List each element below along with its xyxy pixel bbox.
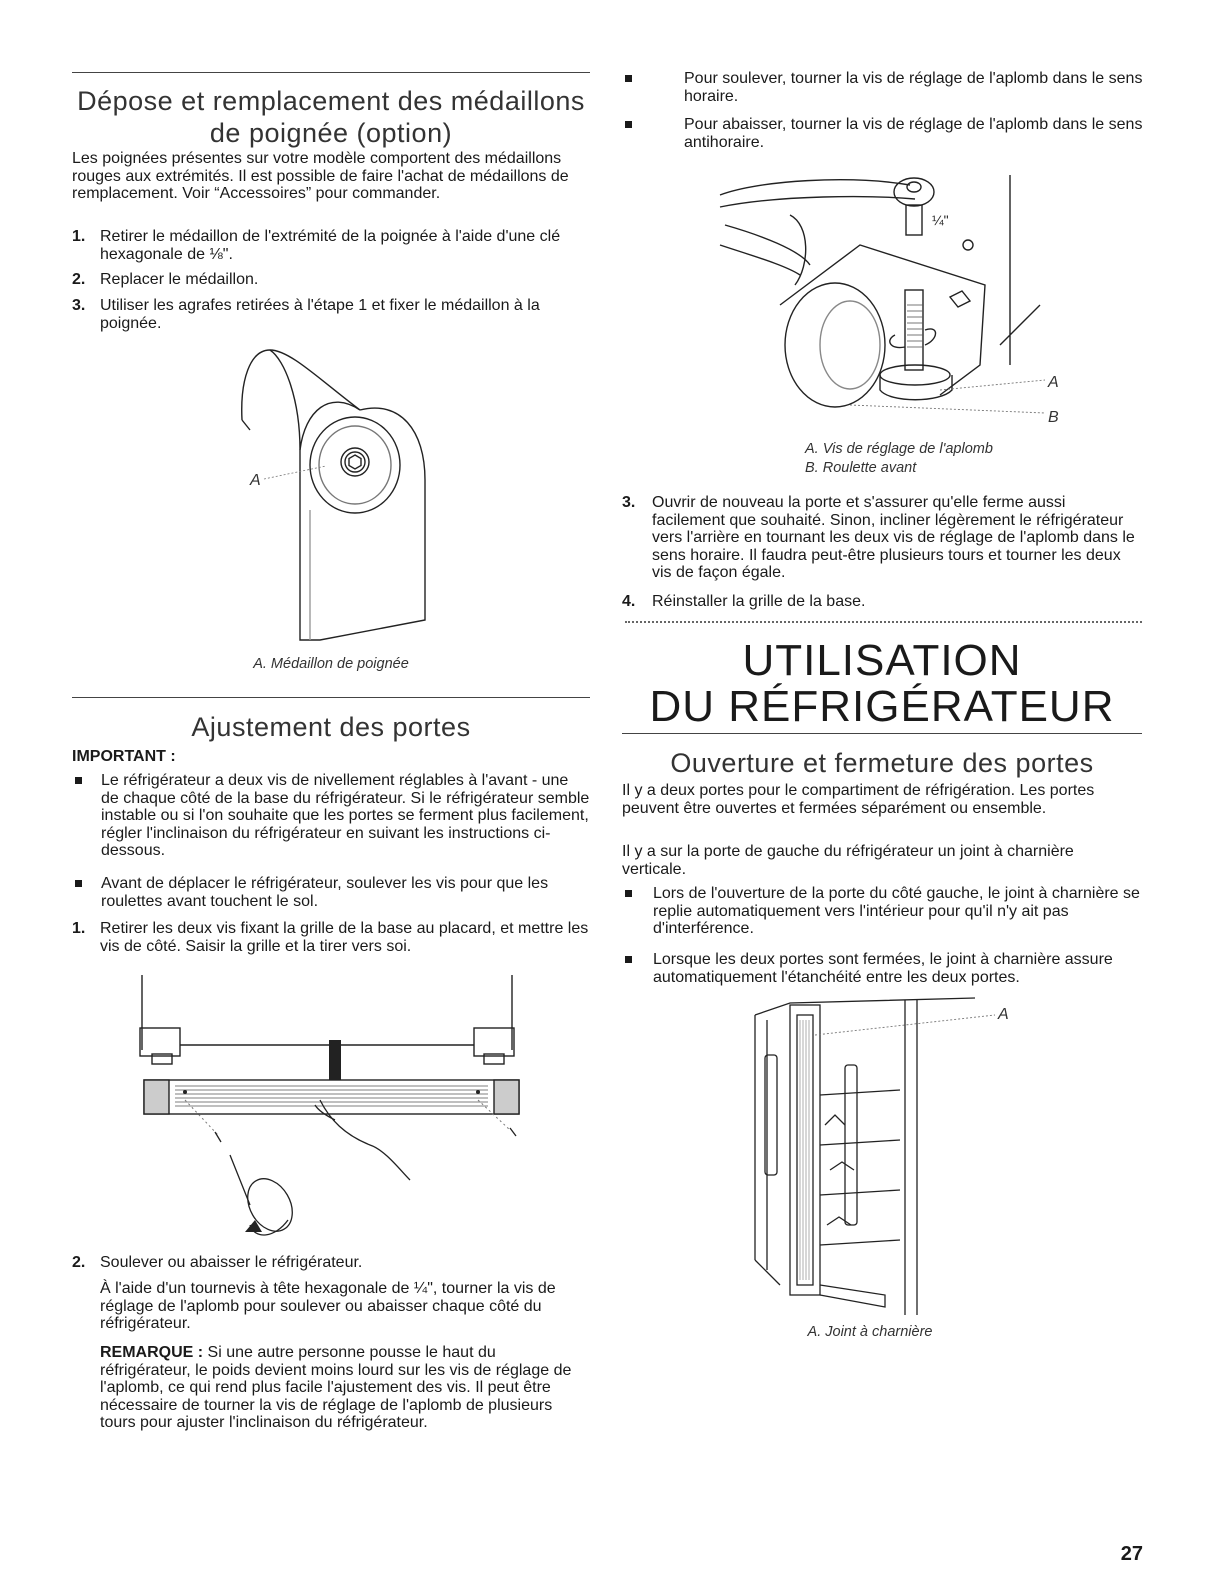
step-detail: À l'aide d'un tournevis à tête hexagonale de ¼", tourner la vis de réglage de l'aplomb pour soulever ou abaisser chaque côté du réfrigérateur. bbox=[100, 1280, 556, 1332]
figure-caption-a: A. Vis de réglage de l'aplomb bbox=[805, 441, 993, 457]
paragraph: Il y a deux portes pour le compartiment de réfrigération. Les portes peuvent être ouvertes et fermées séparément ou ensemble. bbox=[622, 782, 1095, 817]
intro-paragraph: Les poignées présentes sur votre modèle comportent des médaillons rouges aux extrémités. Il est possible de faire l'achat de médaillons de remplacement. Voir “Accessoires” pour commander. bbox=[72, 150, 569, 202]
figure-caption: A. Médaillon de poignée bbox=[253, 656, 409, 672]
bullet-text: Pour abaisser, tourner la vis de réglage de l'aplomb dans le sens antihoraire. bbox=[684, 116, 1143, 151]
bullet-item bbox=[622, 116, 1145, 151]
section-title-medaillons bbox=[72, 85, 590, 149]
step-number: 4. bbox=[622, 593, 636, 610]
section-rule bbox=[72, 72, 590, 73]
step-text: Soulever ou abaisser le réfrigérateur. bbox=[100, 1254, 363, 1271]
bullet-text: Lorsque les deux portes sont fermées, le joint à charnière assure automatiquement l'étanchéité entre les deux portes. bbox=[653, 951, 1113, 986]
handle-medallion-illustration bbox=[230, 340, 440, 650]
step-item bbox=[72, 920, 590, 955]
step-item bbox=[72, 297, 590, 332]
chapter-title bbox=[622, 638, 1142, 730]
bullet-text: Le réfrigérateur a deux vis de nivellement réglables à l'avant - une de chaque côté de la base du réfrigérateur. Si le réfrigérateur semble instable ou si l'on souhaite que les portes se ferment plus facilement, régler l'inclinaison du réfrigérateur en suivant les instructions ci-dessous. bbox=[101, 772, 590, 859]
leveling-screw-illustration bbox=[700, 165, 1070, 435]
note-paragraph bbox=[100, 1344, 590, 1432]
step-text: Replacer le médaillon. bbox=[100, 271, 259, 288]
bullet-text: Avant de déplacer le réfrigérateur, soulever les vis pour que les roulettes avant touchent le sol. bbox=[101, 875, 549, 910]
bullet-text: Pour soulever, tourner la vis de réglage de l'aplomb dans le sens horaire. bbox=[684, 70, 1143, 105]
page-number: 27 bbox=[1120, 1543, 1143, 1565]
step-text: Ouvrir de nouveau la porte et s'assurer qu'elle ferme aussi facilement que souhaité. Sinon, incliner légèrement le réfrigérateur vers l'arrière en tournant les deux vis de réglage de l'aplomb dans le sens horaire. Il faudra peut-être plusieurs tours et tourner les deux vis de façon égale. bbox=[652, 494, 1135, 581]
bullet-item bbox=[72, 875, 590, 910]
base-grille-illustration bbox=[130, 970, 540, 1250]
step-number: 3. bbox=[72, 297, 86, 314]
section-divider bbox=[625, 621, 1142, 623]
step-text: Retirer les deux vis fixant la grille de la base au placard, et mettre les vis de côté. Saisir la grille et la tirer vers soi. bbox=[100, 920, 589, 955]
chapter-title-line2: DU RÉFRIGÉRATEUR bbox=[649, 682, 1115, 731]
bullet-item bbox=[622, 885, 1145, 938]
hinged-seal-illustration bbox=[745, 995, 1025, 1320]
step-item bbox=[72, 1254, 590, 1272]
step-item bbox=[622, 494, 1142, 582]
step-text: Utiliser les agrafes retirées à l'étape 1 et fixer le médaillon à la poignée. bbox=[100, 297, 540, 332]
step-number: 2. bbox=[72, 1254, 86, 1271]
step-item bbox=[72, 228, 590, 263]
bullet-item bbox=[72, 772, 590, 860]
chapter-title-line1: UTILISATION bbox=[742, 636, 1022, 685]
step-number: 2. bbox=[72, 271, 86, 288]
figure-caption-b: B. Roulette avant bbox=[805, 460, 917, 476]
note-label: REMARQUE : bbox=[100, 1344, 204, 1361]
figure-label-a: A bbox=[998, 1006, 1009, 1023]
bullet-item bbox=[622, 951, 1145, 986]
section-title-ajustement: Ajustement des portes bbox=[191, 712, 471, 742]
section-rule bbox=[622, 733, 1142, 734]
step-text: Retirer le médaillon de l'extrémité de la poignée à l'aide d'une clé hexagonale de ⅛". bbox=[100, 228, 561, 263]
quarter-inch-label: ¼" bbox=[932, 212, 949, 228]
step-item bbox=[72, 271, 590, 289]
note-text: Si une autre personne pousse le haut du réfrigérateur, le poids devient moins lourd sur les vis de réglage de l'aplomb, ce qui rend plus facile l'ajustement des vis. Il peut être nécessaire de tourner la vis de réglage de l'aplomb de plusieurs tours pour ajuster l'inclinaison du réfrigérateur. bbox=[100, 1344, 572, 1431]
step-item bbox=[622, 593, 1142, 611]
section-title-ouverture: Ouverture et fermeture des portes bbox=[670, 748, 1094, 778]
paragraph: Il y a sur la porte de gauche du réfrigérateur un joint à charnière verticale. bbox=[622, 843, 1074, 878]
figure-label-a: A bbox=[250, 472, 261, 489]
bullet-item bbox=[622, 70, 1145, 105]
step-number: 3. bbox=[622, 494, 636, 511]
section-title-line2: de poignée (option) bbox=[209, 118, 453, 148]
step-text: Réinstaller la grille de la base. bbox=[652, 593, 866, 610]
step-number: 1. bbox=[72, 920, 86, 937]
section-title-line1: Dépose et remplacement des médaillons bbox=[77, 86, 585, 116]
figure-label-b: B bbox=[1048, 409, 1059, 426]
figure-label-a: A bbox=[1048, 374, 1059, 391]
bullet-text: Lors de l'ouverture de la porte du côté gauche, le joint à charnière se replie automatiquement vers l'intérieur pour qu'il n'y ait pas d'interférence. bbox=[653, 885, 1140, 937]
step-number: 1. bbox=[72, 228, 86, 245]
important-label: IMPORTANT : bbox=[72, 748, 176, 765]
section-rule bbox=[72, 697, 590, 698]
figure-caption: A. Joint à charnière bbox=[807, 1324, 933, 1340]
